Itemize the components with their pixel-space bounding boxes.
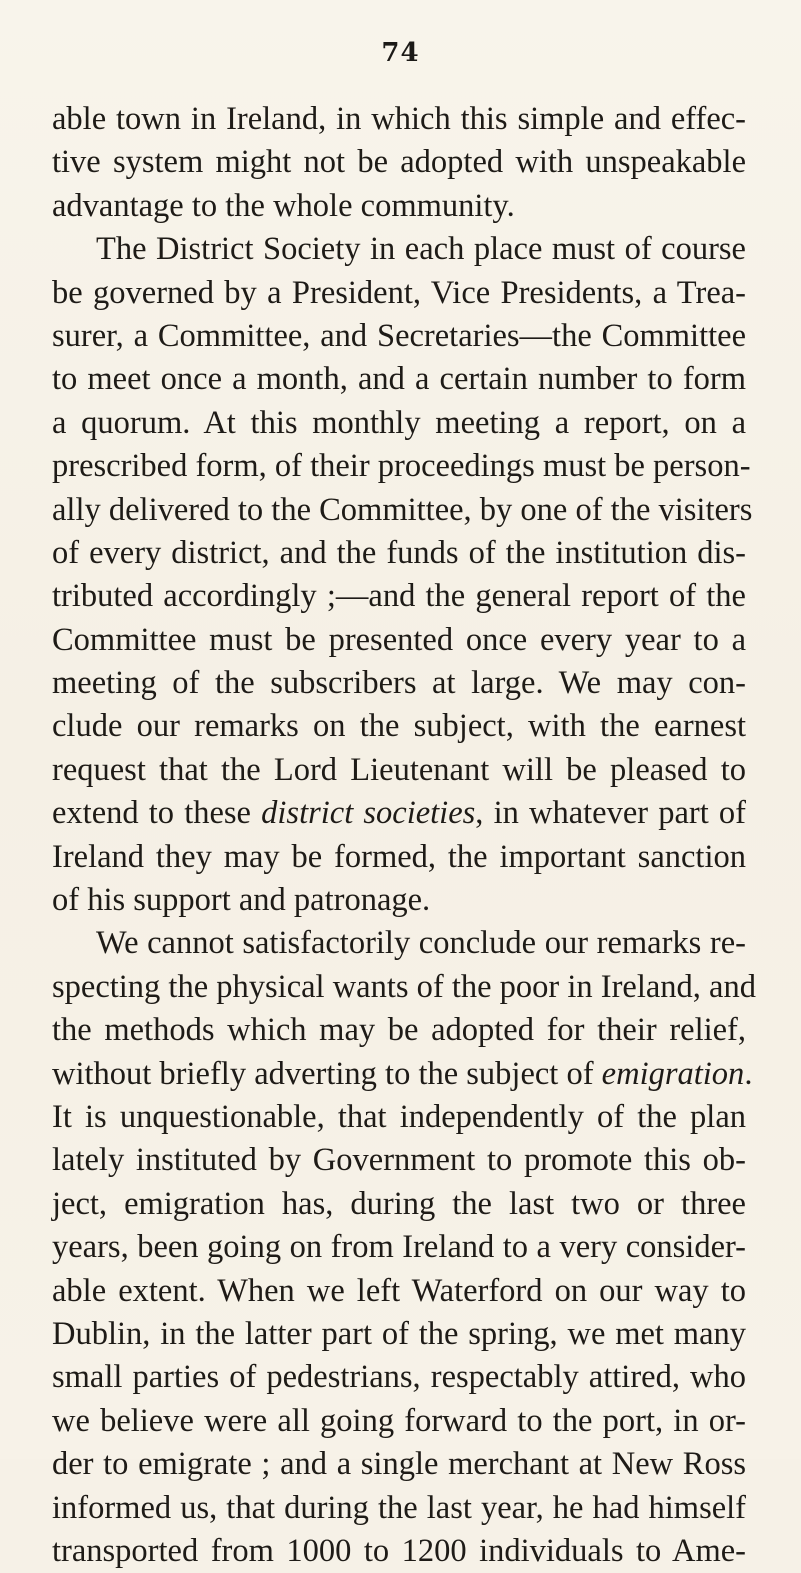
text-line: ally delivered to the Committee, by one of the visiters bbox=[52, 491, 753, 528]
text-segment: , in whatever part of bbox=[475, 795, 747, 832]
text-line: transported from 1000 to 1200 individuals to Ame- bbox=[52, 1532, 746, 1569]
italic-phrase: emigration bbox=[601, 1055, 745, 1092]
text-line: of his support and patronage. bbox=[52, 882, 431, 919]
text-segment: . bbox=[744, 1055, 753, 1092]
text-line: informed us, that during the last year, he had himself bbox=[52, 1489, 746, 1526]
text-segment: without briefly adverting to the subject of bbox=[52, 1055, 602, 1092]
text-line: meeting of the subscribers at large. We may con- bbox=[52, 665, 746, 702]
text-line: small parties of pedestrians, respectably attired, who bbox=[52, 1359, 746, 1396]
text-line bbox=[52, 1053, 753, 1096]
page-number: 74 bbox=[381, 38, 420, 68]
text-line: Committee must be presented once every year to a bbox=[52, 621, 746, 658]
text-line: tributed accordingly ;—and the general report of the bbox=[52, 578, 746, 615]
text-line: Ireland they may be formed, the important sanction bbox=[52, 838, 746, 875]
text-line: request that the Lord Lieutenant will be pleased to bbox=[52, 751, 746, 788]
text-line: surer, a Committee, and Secretaries—the Committee bbox=[52, 317, 746, 354]
text-line: able town in Ireland, in which this simple and effec- bbox=[52, 101, 746, 137]
text-line: to meet once a month, and a certain number to form bbox=[52, 361, 746, 398]
text-line: advantage to the whole community. bbox=[52, 187, 515, 224]
text-line: of every district, and the funds of the institution dis- bbox=[52, 534, 746, 571]
text-line: a quorum. At this monthly meeting a report, on a bbox=[52, 404, 746, 441]
text-line bbox=[52, 792, 746, 835]
text-segment: extend to these bbox=[52, 795, 262, 832]
text-line: The District Society in each place must of course bbox=[96, 231, 746, 268]
text-line: be governed by a President, Vice Presidents, a Trea- bbox=[52, 274, 746, 311]
text-line: we believe were all going forward to the port, in or- bbox=[52, 1402, 746, 1439]
text-line: the methods which may be adopted for their relief, bbox=[52, 1012, 746, 1049]
text-line: specting the physical wants of the poor in Ireland, and bbox=[52, 968, 756, 1005]
text-line: prescribed form, of their proceedings must be person- bbox=[52, 448, 751, 485]
text-line: able extent. When we left Waterford on our way to bbox=[52, 1272, 746, 1309]
text-line: It is unquestionable, that independently of the plan bbox=[52, 1098, 746, 1135]
text-line: tive system might not be adopted with unspeakable bbox=[52, 144, 746, 181]
body-text bbox=[52, 98, 756, 1573]
text-line: We cannot satisfactorily conclude our remarks re- bbox=[96, 925, 746, 962]
text-line: der to emigrate ; and a single merchant at New Ross bbox=[52, 1446, 746, 1483]
text-line: Dublin, in the latter part of the spring, we met many bbox=[52, 1315, 746, 1352]
italic-phrase: district societies bbox=[261, 795, 476, 832]
text-line: clude our remarks on the subject, with the earnest bbox=[52, 708, 746, 745]
text-line: lately instituted by Government to promote this ob- bbox=[52, 1142, 746, 1179]
text-line: ject, emigration has, during the last two or three bbox=[52, 1185, 746, 1222]
text-line: years, been going on from Ireland to a very consider- bbox=[52, 1229, 746, 1266]
